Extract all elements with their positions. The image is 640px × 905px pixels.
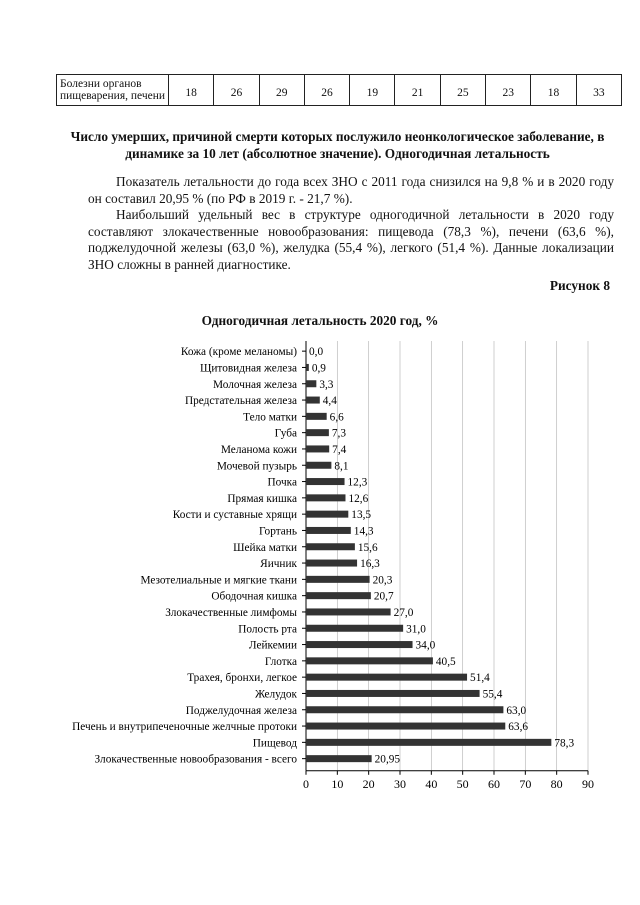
value-label: 3,3 bbox=[319, 378, 334, 391]
category-label: Губа bbox=[274, 427, 297, 440]
table-cell: 23 bbox=[486, 75, 531, 105]
bar bbox=[306, 462, 331, 469]
table-cell: 33 bbox=[593, 87, 605, 99]
category-label: Пищевод bbox=[252, 737, 297, 750]
x-tick-label: 40 bbox=[425, 776, 438, 791]
bar bbox=[306, 739, 551, 746]
x-tick-label: 0 bbox=[303, 776, 309, 791]
value-label: 20,3 bbox=[372, 574, 393, 587]
category-label: Печень и внутрипеченочные желчные протоки bbox=[72, 721, 297, 734]
category-label: Шейка матки bbox=[233, 541, 297, 554]
x-tick-label: 20 bbox=[362, 776, 375, 791]
bar bbox=[306, 755, 372, 762]
category-label: Глотка bbox=[264, 655, 297, 668]
table-cell: 21 bbox=[395, 75, 440, 105]
category-label: Ободочная кишка bbox=[211, 590, 297, 603]
figure-label: Рисунок 8 bbox=[549, 278, 610, 293]
category-label: Яичник bbox=[260, 558, 297, 571]
bar bbox=[306, 608, 391, 615]
bar bbox=[306, 397, 320, 404]
table-cell: 26 bbox=[305, 75, 350, 105]
bar bbox=[306, 380, 316, 387]
bar bbox=[306, 723, 505, 730]
value-label: 15,6 bbox=[357, 541, 378, 554]
category-label: Молочная железа bbox=[213, 378, 297, 391]
value-label: 8,1 bbox=[334, 460, 349, 473]
category-label: Злокачественные новообразования - всего bbox=[94, 753, 297, 766]
value-label: 12,3 bbox=[347, 476, 368, 489]
bar bbox=[306, 592, 371, 599]
paragraph-text: Показатель летальности до года всех ЗНО с 2011 года снизился на 9,8 % и в 2020 году он составил 20,95 % (по РФ в 2019 г. - 21,7 %). bbox=[88, 174, 614, 206]
value-label: 63,0 bbox=[506, 704, 527, 717]
bar bbox=[306, 576, 370, 583]
value-label: 34,0 bbox=[415, 639, 436, 652]
category-label: Поджелудочная железа bbox=[185, 704, 297, 717]
category-label: Предстательная железа bbox=[185, 395, 297, 408]
paragraph-mortality-trend bbox=[88, 174, 614, 207]
value-label: 14,3 bbox=[353, 525, 374, 538]
table-cell: 18 bbox=[169, 75, 214, 105]
table-cell: 25 bbox=[441, 75, 486, 105]
category-label: Кожа (кроме меланомы) bbox=[180, 346, 297, 359]
chart-title: Одногодичная летальность 2020 год, % bbox=[201, 313, 439, 328]
x-tick-label: 10 bbox=[331, 776, 344, 791]
paragraph-text: Наибольший удельный вес в структуре одногодичной летальности в 2020 году составляют злокачественные новообразования: пищевода (78,3 %), печени (63,6 %), поджелудочной железы (63,0 %), желудка (55,4 %), легкого (51,4 %). Данные локализации ЗНО сложны в ранней диагностике. bbox=[88, 207, 614, 272]
x-tick-label: 70 bbox=[519, 776, 532, 791]
category-label: Прямая кишка bbox=[227, 492, 297, 505]
value-label: 27,0 bbox=[393, 606, 414, 619]
bar bbox=[306, 560, 357, 567]
category-label: Злокачественные лимфомы bbox=[165, 606, 297, 619]
value-label: 7,4 bbox=[332, 443, 347, 456]
category-label: Кости и суставные хрящи bbox=[172, 509, 297, 522]
bar bbox=[306, 494, 345, 501]
value-label: 31,0 bbox=[406, 623, 426, 636]
category-label: Лейкемии bbox=[248, 639, 297, 652]
value-label: 40,5 bbox=[435, 655, 456, 668]
category-label: Мочевой пузырь bbox=[216, 460, 297, 473]
x-tick-label: 60 bbox=[488, 776, 500, 791]
paragraph-structure bbox=[88, 207, 614, 273]
bar bbox=[306, 445, 329, 452]
x-tick-label: 90 bbox=[582, 776, 594, 791]
value-label: 7,3 bbox=[331, 427, 346, 440]
bar bbox=[306, 511, 348, 518]
table-cell: 18 bbox=[531, 75, 576, 105]
category-label: Меланома кожи bbox=[220, 443, 297, 456]
category-label: Полость рта bbox=[238, 623, 297, 636]
table-row-label: Болезни органов пищеварения, печени bbox=[57, 75, 169, 105]
value-label: 0,9 bbox=[311, 362, 326, 375]
x-tick-label: 30 bbox=[394, 776, 406, 791]
value-label: 51,4 bbox=[470, 672, 490, 685]
table-row-digestive-diseases bbox=[56, 74, 622, 106]
value-label: 16,3 bbox=[360, 558, 380, 571]
category-label: Щитовидная железа bbox=[199, 362, 297, 375]
x-tick-label: 50 bbox=[456, 776, 469, 791]
value-label: 6,6 bbox=[329, 411, 344, 424]
category-label: Мезотелиальные и мягкие ткани bbox=[140, 574, 297, 587]
value-label: 63,6 bbox=[508, 721, 529, 734]
bar bbox=[306, 429, 329, 436]
category-label: Почка bbox=[267, 476, 297, 489]
value-label: 20,7 bbox=[373, 590, 394, 603]
category-label: Тело матки bbox=[243, 411, 297, 424]
bar bbox=[306, 657, 433, 664]
bar bbox=[306, 641, 413, 648]
section-heading: Число умерших, причиной смерти которых послужило неонкологическое заболевание, в динамике за 10 лет (абсолютное значение). Одногодичная летальность bbox=[70, 129, 605, 161]
table-cell: 26 bbox=[214, 75, 259, 105]
value-label: 0,0 bbox=[309, 346, 324, 359]
bar bbox=[306, 690, 480, 697]
category-label: Трахея, бронхи, легкое bbox=[187, 672, 297, 685]
value-label: 12,6 bbox=[348, 492, 369, 505]
bar bbox=[306, 527, 351, 534]
bar bbox=[306, 674, 467, 681]
value-label: 13,5 bbox=[351, 509, 372, 522]
bar bbox=[306, 543, 355, 550]
bar bbox=[306, 625, 403, 632]
value-label: 78,3 bbox=[554, 737, 575, 750]
bar bbox=[306, 364, 309, 371]
value-label: 20,95 bbox=[374, 753, 401, 766]
value-label: 4,4 bbox=[322, 395, 337, 408]
x-tick-label: 80 bbox=[550, 776, 563, 791]
bar bbox=[306, 413, 327, 420]
category-label: Желудок bbox=[254, 688, 297, 701]
value-label: 55,4 bbox=[482, 688, 503, 701]
bar bbox=[306, 706, 503, 713]
category-label: Гортань bbox=[259, 525, 297, 538]
bar bbox=[306, 478, 345, 485]
table-cell: 29 bbox=[260, 75, 305, 105]
table-cell: 19 bbox=[350, 75, 395, 105]
bar-chart bbox=[0, 335, 640, 791]
